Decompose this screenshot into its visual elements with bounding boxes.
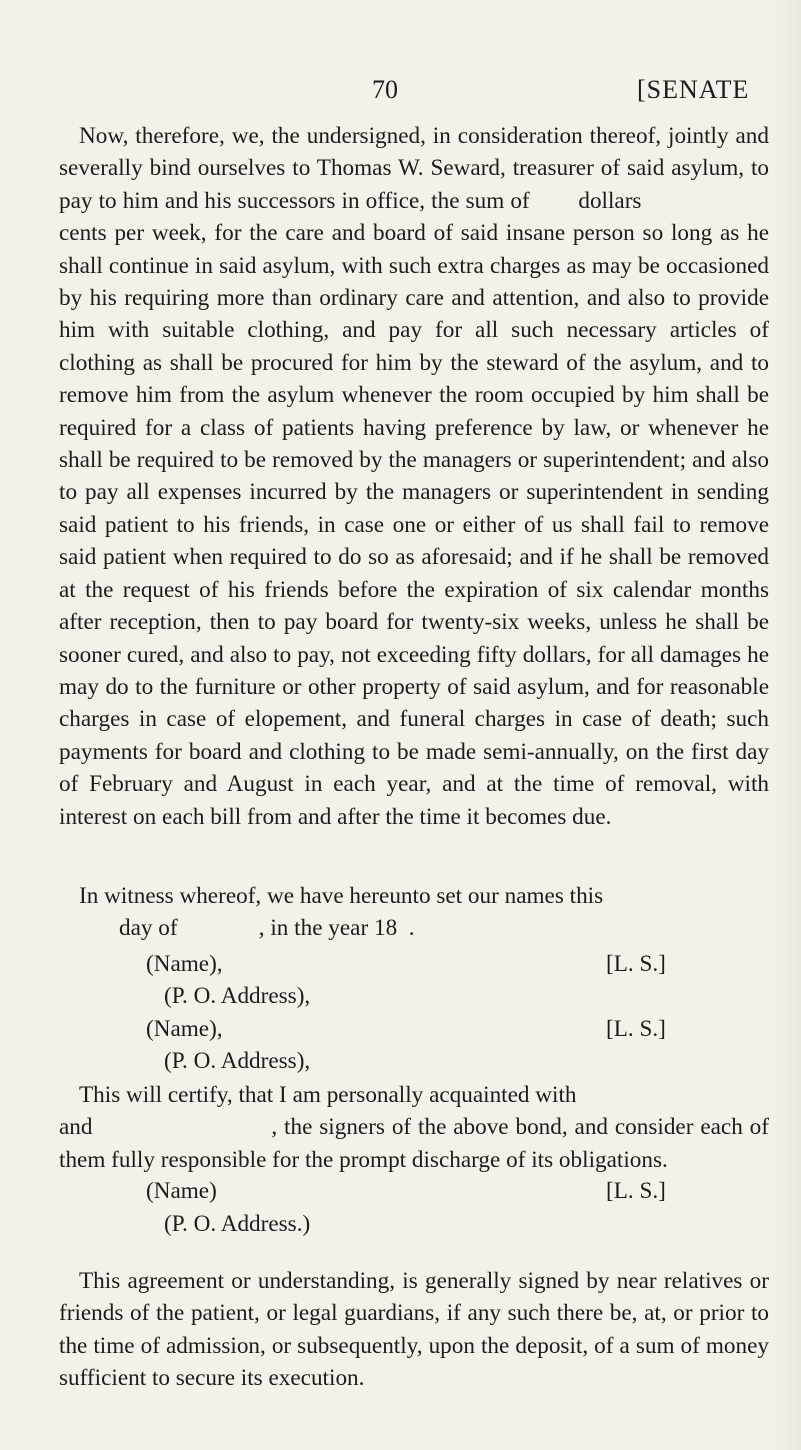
- witness-line-2: day of , in the year 18 .: [119, 915, 415, 942]
- signature-1-address: (P. O. Address),: [164, 983, 311, 1009]
- agreement-paragraph: This agreement or understanding, is generally signed by near relatives or friends of the patient, or legal guardians, if any such there be, at, or prior to the time of admission, or subsequently, upon the deposit, of a sum of money sufficient to secure its execution.: [59, 1268, 769, 1392]
- signature-2-address-row: [146, 1048, 696, 1082]
- certify-line-2: and , the signers of the above bond, and consider each of them fully responsible for the prompt discharge of its obligations.: [59, 1114, 769, 1173]
- signature-2-name: (Name),: [146, 1016, 223, 1042]
- page-number: 70: [372, 75, 398, 104]
- signature-1-address-row: [146, 983, 696, 1017]
- witness-line-1: In witness whereof, we have hereunto set our names this: [79, 883, 604, 909]
- signature-2-row: [146, 1016, 696, 1050]
- certifier-address: (P. O. Address.): [164, 1211, 311, 1237]
- signature-1-row: [146, 951, 696, 985]
- certifier-row: [146, 1178, 696, 1212]
- bond-paragraph: Now, therefore, we, the undersigned, in consideration thereof, jointly and severally bind ourselves to Thomas W. Seward, treasurer of said asylum, to pay to him and his successors in office, the sum of dollars cents per week, for the care and board of said insane person so long as he shall continue in said asylum, with such extra charges as may be occasioned by his requiring more than ordinary care and attention, and also to provide him with suitable clothing, and pay for all such necessary articles of clothing as shall be procured for him by the steward of the asylum, and to remove him from the asylum whenever the room occupied by him shall be required for a class of patients having preference by law, or whenever he shall be required to be removed by the managers or superintendent; and also to pay all expenses incurred by the managers or superintendent in sending said patient to his friends, in case one or either of us shall fail to remove said patient when required to do so as aforesaid; and if he shall be removed at the request of his friends before the expiration of six calendar months after reception, then to pay board for twenty-six weeks, unless he shall be sooner cured, and also to pay, not exceeding fifty dollars, for all damages he may do to the furniture or other property of said asylum, and for reasonable charges in case of elopement, and funeral charges in case of death; such payments for board and clothing to be made semi-annually, on the first day of February and August in each year, and at the time of removal, with interest on each bill from and after the time it becomes due.: [59, 123, 769, 830]
- witness-clause: [79, 880, 679, 945]
- certifier-seal: [L. S.]: [606, 1178, 666, 1204]
- page-header: [0, 75, 801, 115]
- signature-1-seal: [L. S.]: [606, 951, 666, 977]
- signature-1-name: (Name),: [146, 951, 223, 977]
- signature-2-address: (P. O. Address),: [164, 1048, 311, 1074]
- certifier-address-row: [146, 1211, 696, 1245]
- certification-paragraph: [59, 1079, 769, 1176]
- signature-2-seal: [L. S.]: [606, 1016, 666, 1042]
- certify-line-1: This will certify, that I am personally acquainted with: [79, 1082, 577, 1108]
- running-head: [SENATE: [637, 75, 750, 104]
- certifier-name: (Name): [146, 1178, 217, 1204]
- page-edge-shading: [771, 0, 801, 1450]
